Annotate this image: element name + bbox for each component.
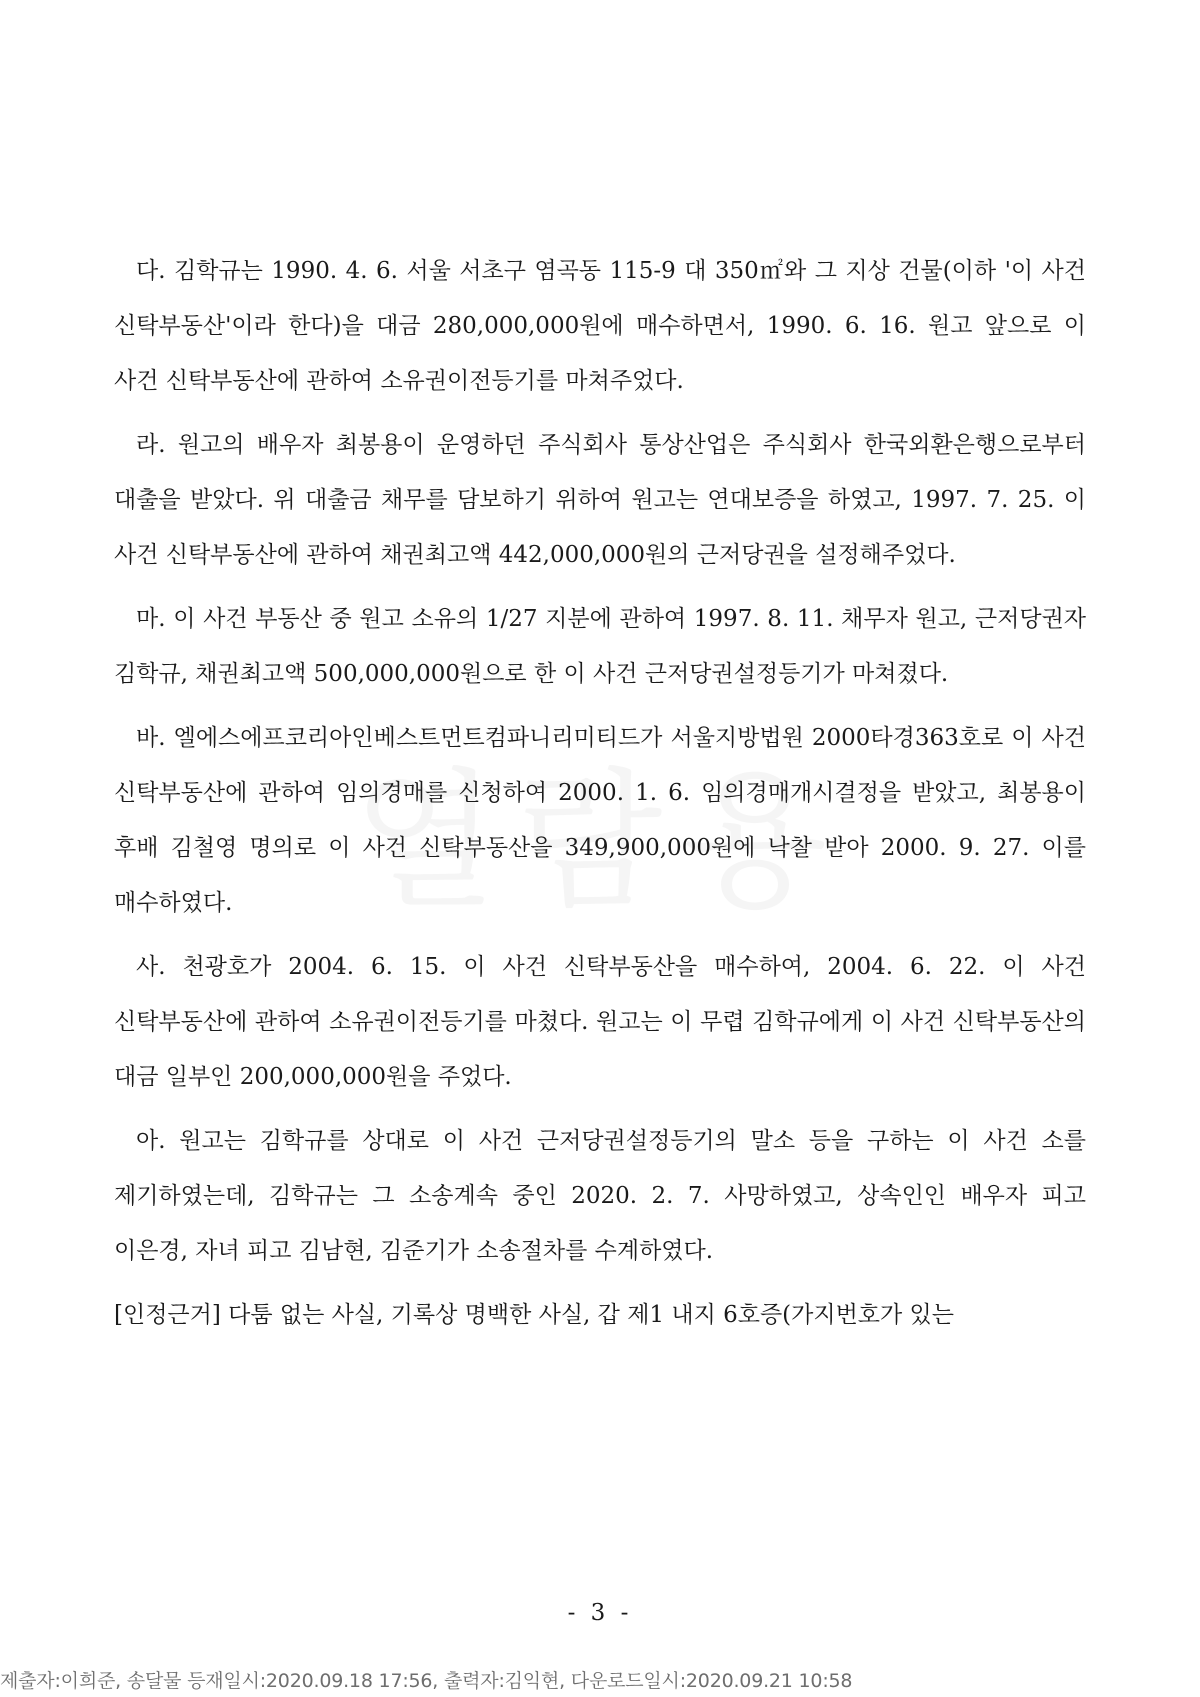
paragraph-a: 아. 원고는 김학규를 상대로 이 사건 근저당권설정등기의 말소 등을 구하는 이 사건 소를 제기하였는데, 김학규는 그 소송계속 중인 2020. 2. 7. 사망하였고, 상속인인 배우자 피고 이은경, 자녀 피고 김남현, 김준기가 소송절차를 수계하였다. — [114, 1128, 1086, 1264]
paragraph-ba: 바. 엘에스에프코리아인베스트먼트컴파니리미티드가 서울지방법원 2000타경363호로 이 사건 신탁부동산에 관하여 임의경매를 신청하여 2000. 1. 6. 임의경매개시결정을 받았고, 최봉용이 후배 김철영 명의로 이 사건 신탁부동산을 349,900,000원에 낙찰 받아 2000. 9. 27. 이를 매수하였다. — [114, 725, 1086, 916]
paragraph-da: 다. 김학규는 1990. 4. 6. 서울 서초구 염곡동 115-9 대 350㎡와 그 지상 건물(이하 '이 사건 신탁부동산'이라 한다)을 대금 280,000,000원에 매수하면서, 1990. 6. 16. 원고 앞으로 이 사건 신탁부동산에 관하여 소유권이전등기를 마쳐주었다. — [114, 258, 1086, 394]
download-stamp: 제출자:이희준, 송달물 등재일시:2020.09.18 17:56, 출력자:김익현, 다운로드일시:2020.09.21 10:58 — [0, 1670, 853, 1692]
paragraph-ra: 라. 원고의 배우자 최봉용이 운영하던 주식회사 통상산업은 주식회사 한국외환은행으로부터 대출을 받았다. 위 대출금 채무를 담보하기 위하여 원고는 연대보증을 하였고, 1997. 7. 25. 이 사건 신탁부동산에 관하여 채권최고액 442,000,000원의 근저당권을 설정해주었다. — [114, 432, 1086, 568]
body-text — [114, 244, 1086, 1352]
paragraph-ma: 마. 이 사건 부동산 중 원고 소유의 1/27 지분에 관하여 1997. 8. 11. 채무자 원고, 근저당권자 김학규, 채권최고액 500,000,000원으로 한 이 사건 근저당권설정등기가 마쳐졌다. — [114, 606, 1086, 687]
paragraph-sa: 사. 천광호가 2004. 6. 15. 이 사건 신탁부동산을 매수하여, 2004. 6. 22. 이 사건 신탁부동산에 관하여 소유권이전등기를 마쳤다. 원고는 이 무렵 김학규에게 이 사건 신탁부동산의 대금 일부인 200,000,000원을 주었다. — [114, 954, 1086, 1090]
page-number: - 3 - — [567, 1600, 633, 1626]
evidence-basis: [인정근거] 다툼 없는 사실, 기록상 명백한 사실, 갑 제1 내지 6호증(가지번호가 있는 — [114, 1302, 954, 1328]
